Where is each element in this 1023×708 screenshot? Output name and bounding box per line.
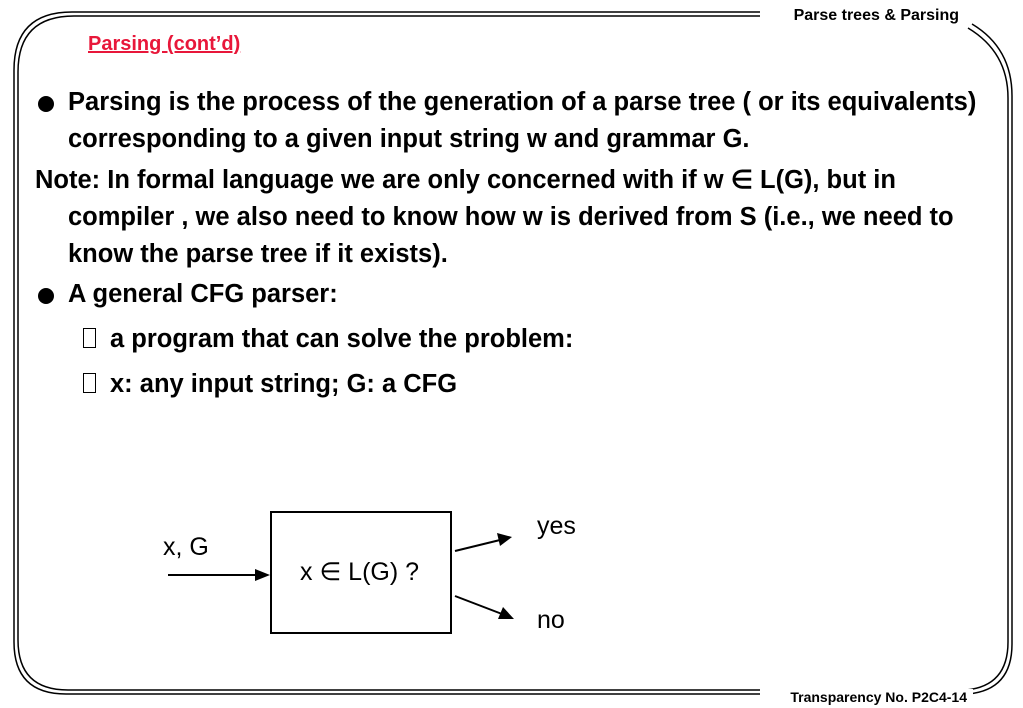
note-paragraph: Note: In formal language we are only concerned with if w ∈ L(G), but in compiler , we also need to know how w is derived from S (i.e., we need to know the parse tree if it exists). (35, 166, 954, 268)
paragraph-text: Parsing is the process of the generation of a parse tree ( or its equivalents) corresponding to a given input string w and grammar G. (68, 88, 977, 153)
no-arrow (455, 596, 514, 619)
slide-title: Parsing (cont’d) (88, 33, 241, 55)
sub-item-text: a program that can solve the problem: (110, 325, 574, 353)
sub-item-text: x: any input string; G: a CFG (110, 370, 458, 398)
yes-arrow (455, 533, 512, 551)
footer-label: Transparency No. P2C4-14 (784, 689, 973, 705)
header-title: Parse trees & Parsing (788, 7, 965, 25)
parser-box-text: x ∈ L(G) ? (300, 558, 420, 586)
input-arrow (168, 569, 270, 581)
output-no-label: no (537, 606, 565, 634)
paragraph-text: A general CFG parser: (68, 280, 338, 308)
diagram-input-label: x, G (163, 533, 209, 561)
output-yes-label: yes (537, 512, 576, 540)
